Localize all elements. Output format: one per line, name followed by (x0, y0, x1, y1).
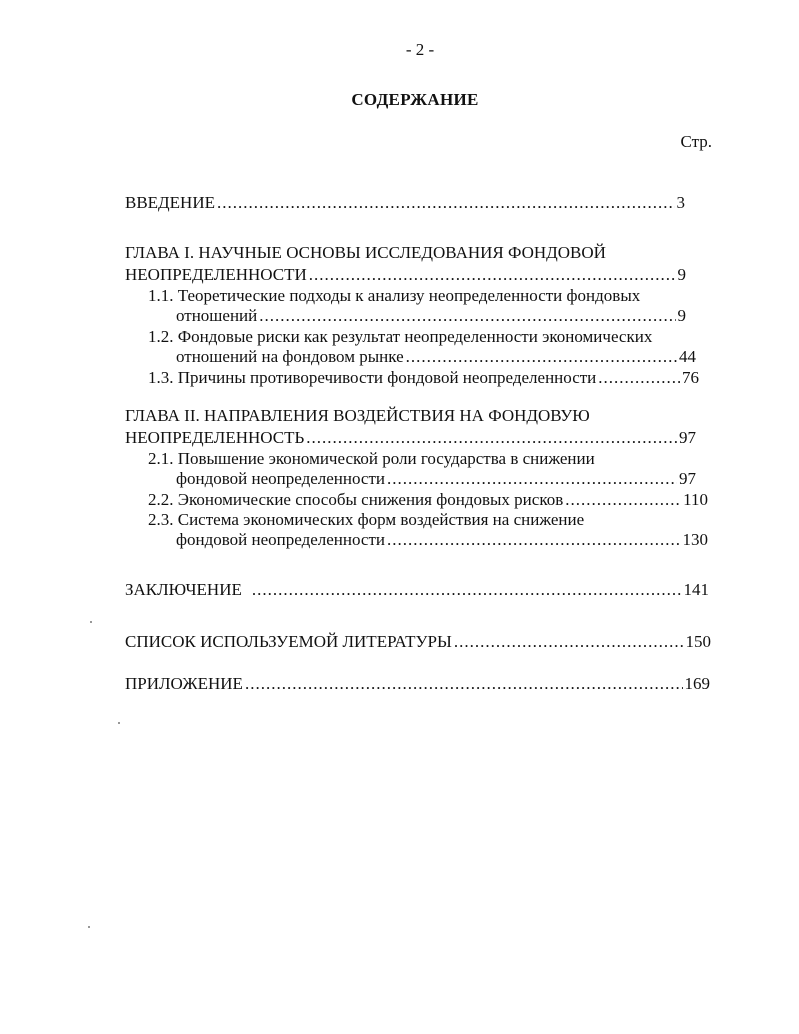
toc-entry-label: ВВЕДЕНИЕ (125, 193, 215, 212)
toc-entry-page: 97 (679, 469, 696, 488)
toc-entry-label: НЕОПРЕДЕЛЕННОСТИ (125, 265, 307, 284)
toc-entry-label: 2.2. Экономические способы снижения фондовых рисков (148, 490, 564, 509)
toc-section-2-3-line1: 2.3. Система экономических форм воздействия на снижение (148, 510, 585, 529)
toc-entry-page: 169 (684, 674, 710, 693)
toc-entry-intro (125, 193, 685, 213)
toc-entry-label: 1.3. Причины противоречивости фондовой неопределенности (148, 368, 597, 387)
toc-entry-page: 141 (683, 580, 709, 599)
toc-entry-section-2-3 (176, 530, 708, 550)
toc-section-1-2-line1: 1.2. Фондовые риски как результат неопределенности экономических (148, 327, 653, 346)
toc-entry-page: 44 (679, 347, 696, 366)
toc-entry-page: 130 (682, 530, 708, 549)
toc-entry-label: отношений на фондовом рынке (176, 347, 404, 366)
toc-entry-label: ПРИЛОЖЕНИЕ (125, 674, 243, 693)
page-title: СОДЕРЖАНИЕ (351, 90, 479, 109)
toc-entry-label: фондовой неопределенности (176, 469, 385, 488)
toc-entry-page: 3 (676, 193, 685, 212)
dot-leader (387, 530, 681, 550)
dot-leader (454, 632, 684, 652)
toc-entry-label: ЗАКЛЮЧЕНИЕ (125, 580, 242, 599)
toc-entry-page: 9 (677, 306, 686, 325)
scan-speck (88, 926, 90, 928)
toc-entry-label: СПИСОК ИСПОЛЬЗУЕМОЙ ЛИТЕРАТУРЫ (125, 632, 452, 651)
dot-leader (565, 490, 681, 510)
scan-speck (90, 621, 92, 623)
dot-leader (245, 674, 683, 694)
toc-entry-page: 9 (677, 265, 686, 284)
toc-entry-page: 76 (682, 368, 699, 387)
dot-leader (387, 469, 677, 489)
toc-section-1-1-line1: 1.1. Теоретические подходы к анализу неопределенности фондовых (148, 286, 641, 305)
toc-section-2-1-line1: 2.1. Повышение экономической роли государства в снижении (148, 449, 595, 468)
toc-entry-appendix (125, 674, 710, 694)
toc-entry-section-2-2 (148, 490, 708, 510)
toc-entry-label: отношений (176, 306, 258, 325)
toc-entry-section-1-2 (176, 347, 696, 367)
dot-leader (217, 193, 675, 213)
toc-entry-section-1-1 (176, 306, 686, 326)
toc-chapter1-title-line1: ГЛАВА I. НАУЧНЫЕ ОСНОВЫ ИССЛЕДОВАНИЯ ФОНДОВОЙ (125, 243, 606, 262)
page-number: - 2 - (405, 40, 435, 59)
dot-leader (309, 265, 676, 285)
toc-entry-references (125, 632, 711, 652)
toc-entry-conclusion (125, 580, 709, 600)
dot-leader (259, 306, 675, 326)
toc-entry-chapter1 (125, 265, 686, 285)
toc-entry-label: фондовой неопределенности (176, 530, 385, 549)
toc-entry-section-2-1 (176, 469, 696, 489)
dot-leader (306, 428, 677, 448)
dot-leader (252, 580, 682, 600)
page-column-label: Стр. (680, 132, 712, 151)
toc-entry-chapter2 (125, 428, 696, 448)
toc-entry-page: 150 (685, 632, 711, 651)
toc-entry-page: 97 (679, 428, 696, 447)
toc-entry-section-1-3 (148, 368, 699, 388)
toc-entry-page: 110 (683, 490, 708, 509)
scan-speck (118, 722, 120, 724)
toc-entry-label: НЕОПРЕДЕЛЕННОСТЬ (125, 428, 305, 447)
dot-leader (598, 368, 680, 388)
dot-leader (406, 347, 677, 367)
toc-chapter2-title-line1: ГЛАВА II. НАПРАВЛЕНИЯ ВОЗДЕЙСТВИЯ НА ФОНДОВУЮ (125, 406, 590, 425)
